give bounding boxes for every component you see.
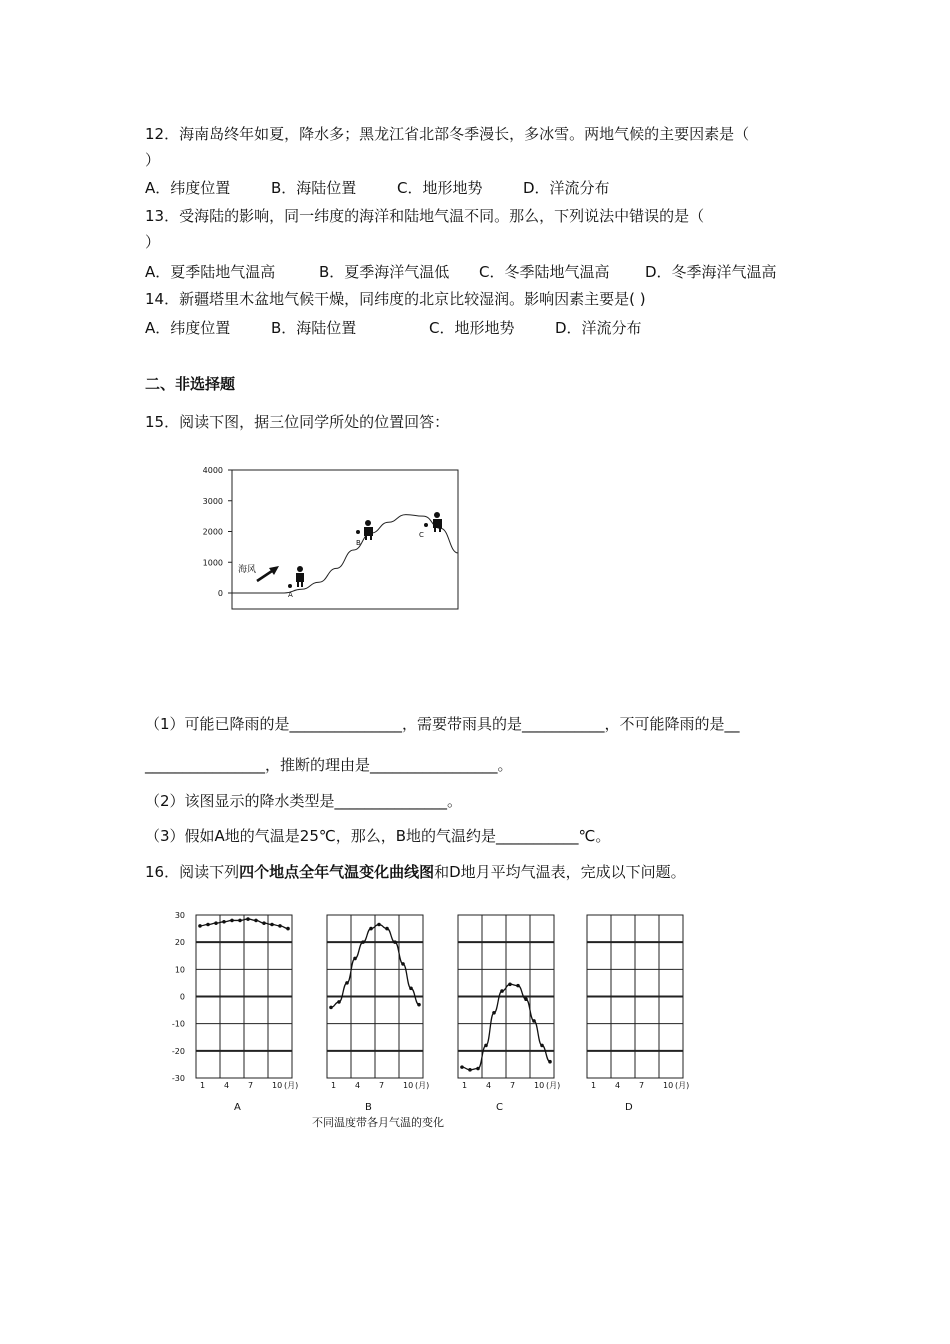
- temp-x-tick-label: 1: [331, 1081, 337, 1090]
- q15-stem: 15．阅读下图，据三位同学所处的位置回答：: [145, 413, 450, 431]
- point-a-label: A: [288, 591, 293, 599]
- temp-x-tick-label: 1: [591, 1081, 597, 1090]
- terrain-profile-figure: [195, 460, 465, 610]
- temp-x-tick-label: 4: [615, 1081, 621, 1090]
- q16-stem-part1: 16．阅读下列: [145, 863, 240, 881]
- q16-stem: [145, 862, 686, 882]
- temp-data-point: [516, 984, 520, 988]
- temp-data-point: [262, 921, 266, 925]
- q12-option-c[interactable]: C．地形地势: [397, 179, 483, 197]
- temp-x-tick-label: 10: [663, 1081, 674, 1090]
- temp-y-tick-label: -30: [171, 1074, 185, 1083]
- temp-data-point: [222, 920, 226, 924]
- temp-panel-b: [327, 915, 429, 1113]
- terrain-frame: [232, 470, 458, 609]
- q12-stem: 12．海南岛终年如夏，降水多；黑龙江省北部冬季漫长，多冰雪。两地气候的主要因素是（: [145, 125, 750, 143]
- q12-option-a[interactable]: A．纬度位置: [145, 179, 231, 197]
- temp-x-tick-label: 1: [462, 1081, 468, 1090]
- q14-option-a[interactable]: A．纬度位置: [145, 319, 231, 337]
- temp-y-tick-label: 10: [174, 965, 185, 975]
- terrain-y-tick-label: 1000: [202, 558, 223, 568]
- temp-x-tick-label: 4: [486, 1081, 492, 1090]
- temp-x-tick-label: 4: [224, 1081, 230, 1090]
- section-title: 二、非选择题: [145, 375, 236, 393]
- temp-data-point: [206, 923, 210, 927]
- terrain-y-tick-label: 0: [217, 589, 223, 598]
- point-b-label: B: [356, 539, 361, 547]
- point-c-label: C: [419, 531, 424, 539]
- temp-data-point: [409, 987, 413, 991]
- temp-y-tick-label: 20: [174, 938, 185, 948]
- temp-data-point: [476, 1067, 480, 1071]
- temp-panel-d: [587, 915, 689, 1113]
- q14-options: [145, 318, 642, 338]
- temp-data-point: [492, 1011, 496, 1015]
- temp-data-point: [214, 921, 218, 925]
- temp-data-point: [337, 1000, 341, 1004]
- q13-option-d[interactable]: D．冬季海洋气温高: [645, 263, 777, 281]
- temp-x-tick-label: (月): [546, 1081, 561, 1090]
- temp-data-point: [369, 927, 373, 931]
- temp-x-tick-label: 7: [639, 1081, 645, 1090]
- temp-data-point: [377, 923, 381, 927]
- sea-wind-label: 海风: [238, 565, 257, 575]
- temp-data-point: [286, 927, 290, 931]
- temp-data-point: [468, 1068, 472, 1072]
- sea-wind-arrow: [257, 566, 279, 581]
- panel-label: A: [234, 1102, 241, 1113]
- temp-panel-c: [458, 915, 560, 1113]
- temp-data-point: [524, 997, 528, 1001]
- temp-panel-a: [196, 915, 298, 1113]
- q12-option-b[interactable]: B．海陆位置: [271, 179, 357, 197]
- temp-data-point: [198, 924, 202, 928]
- q16-stem-bold1: 四个地点全年气温变化曲线图: [239, 863, 435, 881]
- temp-data-point: [460, 1065, 464, 1069]
- q12-options: [145, 178, 610, 198]
- temp-data-point: [254, 919, 258, 923]
- temp-data-point: [270, 923, 274, 927]
- temp-data-point: [246, 917, 250, 921]
- terrain-y-tick-label: 3000: [202, 496, 223, 506]
- temp-data-point: [278, 924, 282, 928]
- temp-data-point: [361, 940, 365, 944]
- q13-options: [145, 262, 777, 282]
- q16-stem-part3: ，完成以下问题。: [565, 863, 686, 881]
- temp-x-tick-label: 1: [200, 1081, 206, 1090]
- temp-data-point: [345, 981, 349, 985]
- temp-x-tick-label: (月): [415, 1081, 430, 1090]
- temperature-curve-charts: [160, 905, 700, 1135]
- temp-x-tick-label: 10: [403, 1081, 414, 1090]
- q14-option-b[interactable]: B．海陆位置: [271, 319, 357, 337]
- q12-option-d[interactable]: D．洋流分布: [523, 179, 610, 197]
- q13-option-c[interactable]: C．冬季陆地气温高: [479, 263, 610, 281]
- temp-data-point: [484, 1044, 488, 1048]
- q15-sub3: （3）假如A地的气温是25℃，那么，B地的气温约是___________℃。: [145, 827, 611, 845]
- panel-label: D: [625, 1102, 633, 1113]
- student-c-icon: [424, 512, 442, 532]
- q16-stem-part2: 和D地月平均气温表: [434, 863, 566, 881]
- temp-x-tick-label: 7: [510, 1081, 516, 1090]
- temp-data-point: [353, 957, 357, 961]
- chart-caption: 不同温度带各月气温的变化: [312, 1116, 444, 1129]
- temp-x-tick-label: (月): [675, 1081, 690, 1090]
- temp-data-point: [329, 1006, 333, 1010]
- temp-x-tick-label: 10: [534, 1081, 545, 1090]
- temp-x-tick-label: 10: [272, 1081, 283, 1090]
- temp-y-tick-label: -10: [171, 1019, 185, 1029]
- q15-sub1-line2: ________________，推断的理由是_________________。: [145, 756, 513, 774]
- q13-option-a[interactable]: A．夏季陆地气温高: [145, 263, 276, 281]
- temp-x-tick-label: 7: [379, 1081, 385, 1090]
- q14-option-d[interactable]: D．洋流分布: [555, 319, 642, 337]
- q14-stem: 14．新疆塔里木盆地气候干燥，同纬度的北京比较湿润。影响因素主要是( ): [145, 290, 646, 308]
- temp-data-point: [508, 982, 512, 986]
- panel-label: B: [365, 1102, 372, 1113]
- student-a-icon: [288, 566, 304, 588]
- q14-option-c[interactable]: C．地形地势: [429, 319, 515, 337]
- q15-sub2: （2）该图显示的降水类型是_______________。: [145, 792, 463, 810]
- temp-x-tick-label: 4: [355, 1081, 361, 1090]
- temp-data-point: [532, 1019, 536, 1023]
- temp-data-point: [540, 1044, 544, 1048]
- temp-data-point: [500, 989, 504, 993]
- temp-x-tick-label: 7: [248, 1081, 254, 1090]
- temp-data-point: [238, 919, 242, 923]
- temp-y-tick-label: -20: [171, 1046, 185, 1056]
- temp-y-tick-label: 30: [174, 911, 185, 920]
- terrain-curve: [232, 515, 458, 593]
- temp-data-point: [548, 1060, 552, 1064]
- temp-data-point: [401, 962, 405, 966]
- temp-data-point: [230, 919, 234, 923]
- temp-data-point: [385, 927, 389, 931]
- q13-close-paren: ）: [145, 233, 161, 251]
- terrain-y-axis: [203, 466, 232, 598]
- q12-close-paren: ）: [145, 151, 161, 169]
- temp-y-tick-label: 0: [179, 992, 185, 1002]
- panel-label: C: [496, 1102, 503, 1113]
- terrain-y-tick-label: 2000: [202, 527, 223, 537]
- q13-stem: 13．受海陆的影响，同一纬度的海洋和陆地气温不同。那么，下列说法中错误的是（: [145, 207, 705, 225]
- q13-option-b[interactable]: B．夏季海洋气温低: [319, 263, 450, 281]
- temp-data-point: [417, 1003, 421, 1007]
- temp-x-tick-label: (月): [284, 1081, 299, 1090]
- temp-data-point: [393, 940, 397, 944]
- q15-sub1-line1: （1）可能已降雨的是_______________，需要带雨具的是___________，不可能降雨的是__: [145, 715, 740, 733]
- terrain-y-tick-label: 4000: [202, 466, 223, 475]
